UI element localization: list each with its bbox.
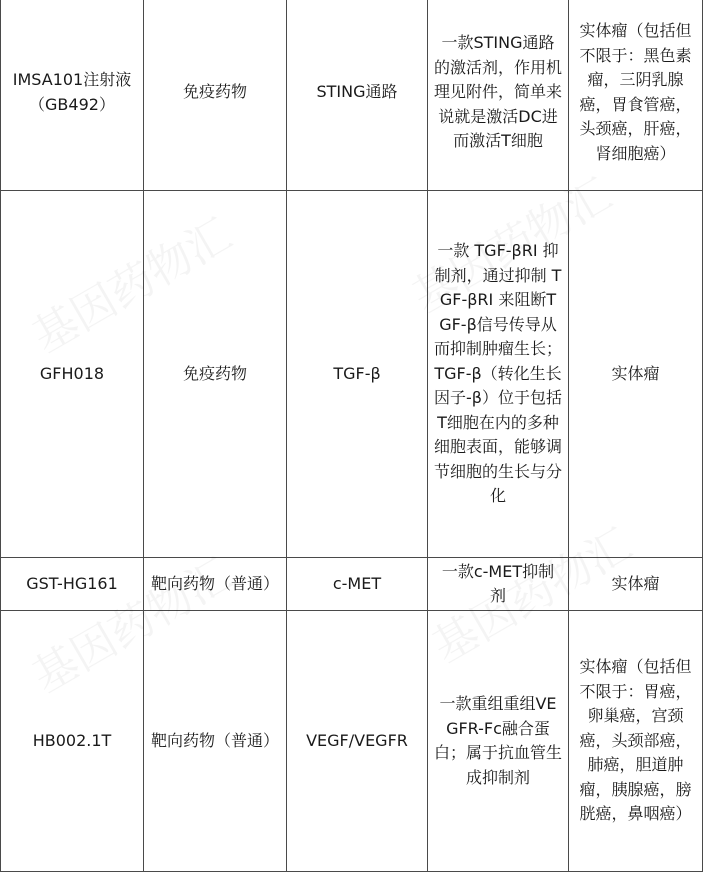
drug-name-cell: GST-HG161 [1,558,144,611]
drug-type-cell: 免疫药物 [144,191,287,558]
indication-cell: 实体瘤（包括但不限于：胃癌，卵巢癌，宫颈癌，头颈部癌，肺癌，胆道肿瘤，胰腺癌，膀胱癌，鼻咽癌） [569,611,703,872]
drug-type-cell: 靶向药物（普通） [144,611,287,872]
mechanism-cell: 一款c-MET抑制剂 [428,558,569,611]
drug-target-cell: STING通路 [287,0,428,191]
table-row [1,191,703,558]
table-row [1,0,703,191]
drug-target-cell: TGF-β [287,191,428,558]
drug-type-cell: 靶向药物（普通） [144,558,287,611]
table-row [1,611,703,872]
drug-name-cell: GFH018 [1,191,144,558]
mechanism-cell: 一款 TGF-βRI 抑制剂，通过抑制 TGF-βRI 来阻断TGF-β信号传导从而抑制肿瘤生长；TGF-β（转化生长因子-β）位于包括T细胞在内的多种细胞表面，能够调节细胞的生长与分化 [428,191,569,558]
table-row [1,558,703,611]
drug-target-cell: VEGF/VEGFR [287,611,428,872]
indication-cell: 实体瘤 [569,558,703,611]
drug-name-cell: IMSA101注射液（GB492） [1,0,144,191]
drug-type-cell: 免疫药物 [144,0,287,191]
drug-target-cell: c-MET [287,558,428,611]
indication-cell: 实体瘤（包括但不限于：黑色素瘤，三阴乳腺癌，胃食管癌，头颈癌，肝癌，肾细胞癌） [569,0,703,191]
drug-name-cell: HB002.1T [1,611,144,872]
mechanism-cell: 一款STING通路的激活剂，作用机理见附件，简单来说就是激活DC进而激活T细胞 [428,0,569,191]
indication-cell: 实体瘤 [569,191,703,558]
mechanism-cell: 一款重组重组VEGFR-Fc融合蛋白；属于抗血管生成抑制剂 [428,611,569,872]
